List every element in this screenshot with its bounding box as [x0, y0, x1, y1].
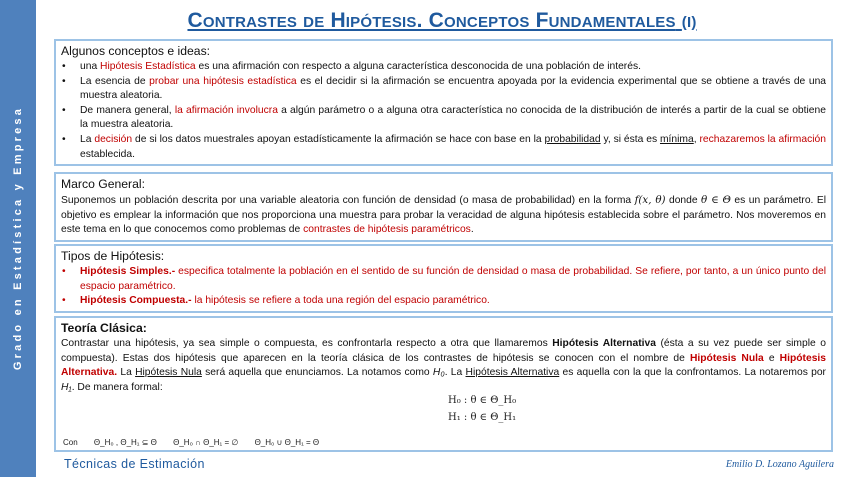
- page-title-sub: (I): [681, 14, 697, 31]
- list-item: • Hipótesis Compuesta.- la hipótesis se refiere a toda una región del espacio paramétrico.: [61, 294, 826, 309]
- footer-author: Emilio D. Lozano Aguilera: [725, 459, 834, 470]
- sidebar: [0, 0, 36, 477]
- list-item: • Hipótesis Simples.- especifica totalmente la población en el sentido de su función de densidad o masa de probabilidad. Se refiere, por tanto, a un único punto del espacio paramétrico.: [61, 265, 826, 294]
- condition-subset: Θ_H₀ , Θ_H₁ ⊆ Θ: [93, 438, 157, 447]
- h0-formula: H₀ : θ ∈ Θ_H₀: [448, 395, 517, 406]
- condition-union: Θ_H₀ ∪ Θ_H₁ = Θ: [254, 438, 320, 447]
- teoria-clasica-heading: Teoría Clásica:: [61, 321, 147, 335]
- concepts-list: [61, 60, 826, 162]
- h1-formula: H₁ : θ ∈ Θ_H₁: [448, 412, 517, 423]
- condition-intersection: Θ_H₀ ∩ Θ_H₁ = ∅: [173, 438, 239, 447]
- marco-general-text: Suponemos un población descrita por una variable aleatoria con función de densidad (o masa de probabilidad) en la forma f(x, θ) donde θ ∈ Θ es un parámetro. El objetivo es emplear la información que nos proporciona una muestra para probar la veracidad de alguna hipótesis establecida sobre el parámetro. Nos moveremos en este tema en lo que conocemos como problemas de contrastes de hipótesis paramétricos.: [61, 194, 827, 236]
- tipos-hipotesis-box: [54, 244, 833, 313]
- marco-general-box: [54, 172, 833, 242]
- footer-course: Técnicas de Estimación: [64, 457, 205, 471]
- page-title-main: Contrastes de Hipótesis. Conceptos Fundamentales: [187, 9, 676, 32]
- concepts-box: [54, 39, 833, 166]
- list-item: • La decisión de si los datos muestrales apoyan estadísticamente la afirmación se hace con base en la probabilidad y, si ésta es mínima, rechazaremos la afirmación establecida.: [61, 133, 826, 162]
- concepts-heading: Algunos conceptos e ideas:: [61, 44, 211, 58]
- list-item: • La esencia de probar una hipótesis estadística es el decidir si la afirmación se encuentra apoyada por la evidencia experimental que se obtiene a través de una muestra aleatoria.: [61, 75, 826, 104]
- list-item: • una Hipótesis Estadística es una afirmación con respecto a alguna característica desconocida de una población de interés.: [61, 60, 826, 75]
- marco-general-heading: Marco General:: [61, 177, 145, 191]
- page-title: [36, 9, 848, 33]
- teoria-clasica-box: [54, 316, 833, 452]
- list-item: • De manera general, la afirmación involucra a algún parámetro o a alguna otra característica no conocida de la distribución de interés a partir de la cual se obtiene la muestra aleatoria.: [61, 104, 826, 133]
- conditions-line: [63, 436, 333, 451]
- tipos-list: [61, 265, 826, 309]
- teoria-clasica-text: Contrastar una hipótesis, ya sea simple o compuesta, es confrontarla respecto a otra que llamaremos Hipótesis Alternativa (ésta a su vez puede ser simple o compuesta). Estas dos hipótesis que aparecen en la teoría clásica de los contrastes de hipótesis se conocen con el nombre de Hipótesis Nula e Hipótesis Alternativa. La Hipótesis Nula será aquella que enunciamos. La notamos como H₀. La Hipótesis Alternativa es aquella con la que la confrontamos. La notaremos por H₁. De manera formal:: [61, 338, 827, 393]
- conditions-label: Con: [63, 438, 78, 447]
- tipos-hipotesis-heading: Tipos de Hipótesis:: [61, 249, 165, 263]
- sidebar-text: Grado en Estadística y Empresa: [12, 105, 24, 371]
